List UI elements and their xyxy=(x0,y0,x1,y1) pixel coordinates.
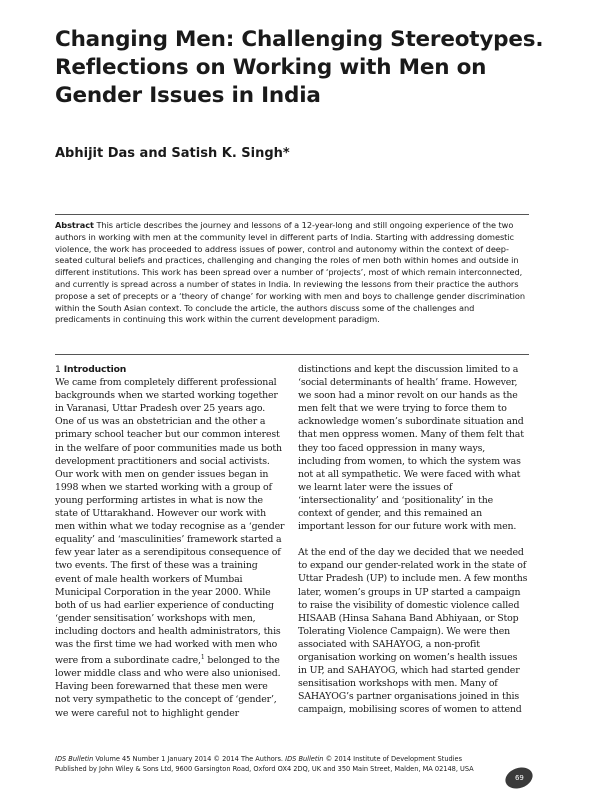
journal-name: IDS Bulletin xyxy=(285,755,324,763)
section-title: Introduction xyxy=(63,364,127,375)
body-paragraph: distinctions and kept the discussion limited to a ‘social determinants of health’ frame. However, we soon had a minor revolt on our hands as the men felt that we were trying to force them to acknowledge women’s subordinate situation and that men oppress women. Many of them felt that they too faced oppression in many ways, including from women, to which the system was not at all sympathetic. We were faced with what we learnt later were the issues of ‘intersectionality’ and ‘positionality’ in the context of gender, and this remained an important lesson for our future work with men. xyxy=(298,364,524,533)
abstract-block xyxy=(55,220,529,326)
body-text: belonged to the lower middle class and who were also unionised. Having been forewarned that these men were not very sympathetic to the concept of ‘gender’, we were careful not to highlight gender xyxy=(55,655,281,719)
abstract-label: Abstract xyxy=(55,220,94,230)
footer-text: Volume 45 Number 1 January 2014 © 2014 The Authors. xyxy=(93,755,286,763)
footer-text: © 2014 Institute of Development Studies xyxy=(323,755,463,763)
page-footer xyxy=(55,755,555,774)
abstract-bottom-rule xyxy=(55,354,529,355)
body-paragraph: At the end of the day we decided that we needed to expand our gender-related work in the state of Uttar Pradesh (UP) to include men. A few months later, women’s groups in UP started a campaign to raise the visibility of domestic violence called HISAAB (Hinsa Sahana Band Abhiyaan, or Stop Tolerating Violence Campaign). We were then associated with SAHAYOG, a non-profit organisation working on women’s health issues in UP, and SAHAYOG, which had started gender sensitisation workshops with men. Many of SAHAYOG’s partner organisations joined in this campaign, mobilising scores of women to attend xyxy=(298,547,528,716)
abstract-text: This article describes the journey and lessons of a 12-year-long and still ongoing experience of the two authors in working with men at the community level in different parts of India. Starting with addressing domestic violence, the work has proceeded to address issues of power, control and autonomy within the context of deep-seated cultural beliefs and practices, challenging and changing the roles of men both within homes and outside in different institutions. This work has been spread over a number of ‘projects’, most of which remain interconnected, and currently is spread across a number of states in India. In reviewing the lessons from their practice the authors propose a set of precepts or a ‘theory of change’ for working with men and boys to challenge gender discrimination within the South Asian context. To conclude the article, the authors discuss some of the challenges and predicaments in continuing this work within the current development paradigm. xyxy=(55,220,525,325)
footnote-marker[interactable]: 1 xyxy=(200,654,205,662)
body-paragraph xyxy=(55,376,285,720)
article-title: Changing Men: Challenging Stereotypes. Reflections on Working with Men on Gender Issues in India xyxy=(55,27,544,108)
body-text: We came from completely different professional backgrounds when we started working together in Varanasi, Uttar Pradesh over 25 years ago. One of us was an obstetrician and the other a primary school teacher but our common interest in the welfare of poor communities made us both development practitioners and social activists. Our work with men on gender issues began in 1998 when we started working with a group of young performing artistes in what is now the state of Uttarakhand. However our work with men within what we today recognise as a ‘gender equality’ and ‘masculinities’ framework started a few year later as a serendipitous consequence of two events. The first of these was a training event of male health workers of Mumbai Municipal Corporation in the year 2000. While both of us had earlier experience of conducting ‘gender sensitisation’ workshops with men, including doctors and health administrators, this was the first time we had worked with men who were from a subordinate cadre, xyxy=(55,377,285,667)
abstract-top-rule xyxy=(55,214,529,215)
left-column xyxy=(55,363,285,720)
section-number: 1 xyxy=(55,364,61,375)
page-number: 69 xyxy=(514,774,524,783)
footer-citation xyxy=(55,755,555,765)
journal-name: IDS Bulletin xyxy=(55,755,94,763)
article-authors: Abhijit Das and Satish K. Singh* xyxy=(55,146,290,161)
section-heading xyxy=(55,363,285,376)
right-column xyxy=(298,363,528,716)
footer-publisher: Published by John Wiley & Sons Ltd, 9600 Garsington Road, Oxford OX4 2DQ, UK and 350 Main Street, Malden, MA 02148, USA xyxy=(55,764,474,773)
